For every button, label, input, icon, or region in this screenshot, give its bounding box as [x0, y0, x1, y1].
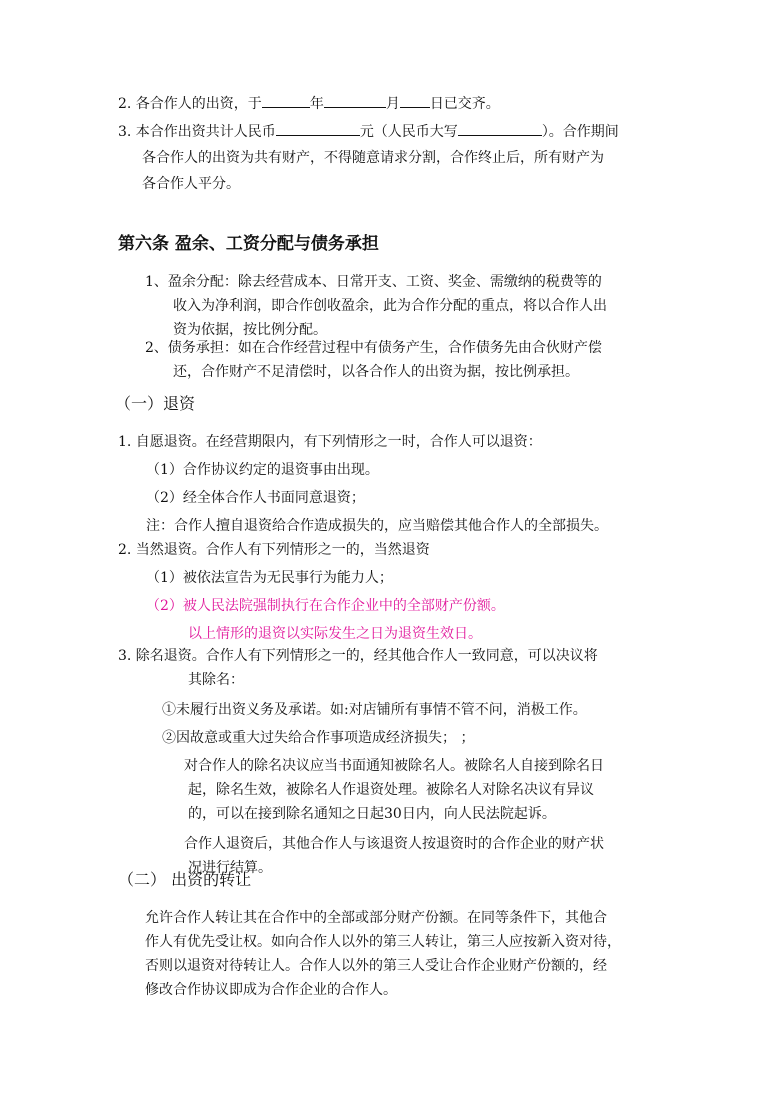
voluntary-withdrawal: 1. 自愿退资。在经营期限内，有下列情形之一时，合作人可以退资： （1）合作协议约定的退资事由出现。 （2）经全体合作人书面同意退资； 注：合作人擅自退资给合作造成损失的，应当赔偿其他合作人的全部损失。	[118, 434, 608, 534]
section-withdrawal-title: （一）退资	[115, 394, 196, 413]
article-6-title: 第六条 盈余、工资分配与债务承担	[118, 234, 379, 254]
section-transfer-title: （二） 出资的转让	[118, 870, 252, 889]
clause-2-contribution-date: 2. 各合作人的出资，于 年 月 日已交齐。	[118, 92, 500, 116]
debt-liability: 2、债务承担：如在合作经营过程中有债务产生，合作债务先由合伙财产偿 还，合作财产不足清偿时，以各合作人的出资为据，按比例承担。	[145, 340, 602, 380]
transfer-paragraph: 允许合作人转让其在合作中的全部或部分财产份额。在同等条件下，其他合 作人有优先受让权。如向合作人以外的第三人转让，第三人应按新入资对待， 否则以退资对待转让人。合作人以外的第三人受让合作企业财产份额的，经 修改合作协议即成为合作企业的合作人。	[145, 910, 621, 998]
blank-amount[interactable]	[276, 120, 360, 136]
clause-3-total-contribution: 3. 本合作出资共计人民币 元（人民币大写 ）。合作期间 各合作人的出资为共有财产，不得随意请求分割，合作终止后，所有财产为 各合作人平分。	[118, 120, 678, 196]
blank-amount-words[interactable]	[458, 120, 542, 136]
profit-distribution: 1、盈余分配：除去经营成本、日常开支、工资、奖金、需缴纳的税费等的 收入为净利润，即合作创收盈余，此为合作分配的重点，将以合作人出 资为依据，按比例分配。	[145, 274, 607, 338]
automatic-withdrawal: 2. 当然退资。合作人有下列情形之一的，当然退资 （1）被依法宣告为无民事行为能力人； （2）被人民法院强制执行在合作企业中的全部财产份额。 以上情形的退资以实际发生之日为退资生效日。	[118, 542, 505, 642]
blank-year[interactable]	[262, 92, 310, 108]
expulsion-withdrawal: 3. 除名退资。合作人有下列情形之一的，经其他合作人一致同意，可以决议将 其除名： ①未履行出资义务及承诺。如:对店铺所有事情不管不问，消极工作。 ②因故意或重大过失给合作事项造成经济损失； ； 对合作人的除名决议应当书面通知被除名人。被除名人自接到除名日 起，除名生效，被除名人作退资处理。被除名人对除名决议有异议 的，可以在接到除名通知之日起30日内，向人民法院起诉。 合作人退资后，其他合作人与该退资人按退资时的合作企业的财产状 况进行结算。	[118, 648, 604, 876]
blank-day[interactable]	[400, 92, 430, 108]
blank-month[interactable]	[324, 92, 386, 108]
